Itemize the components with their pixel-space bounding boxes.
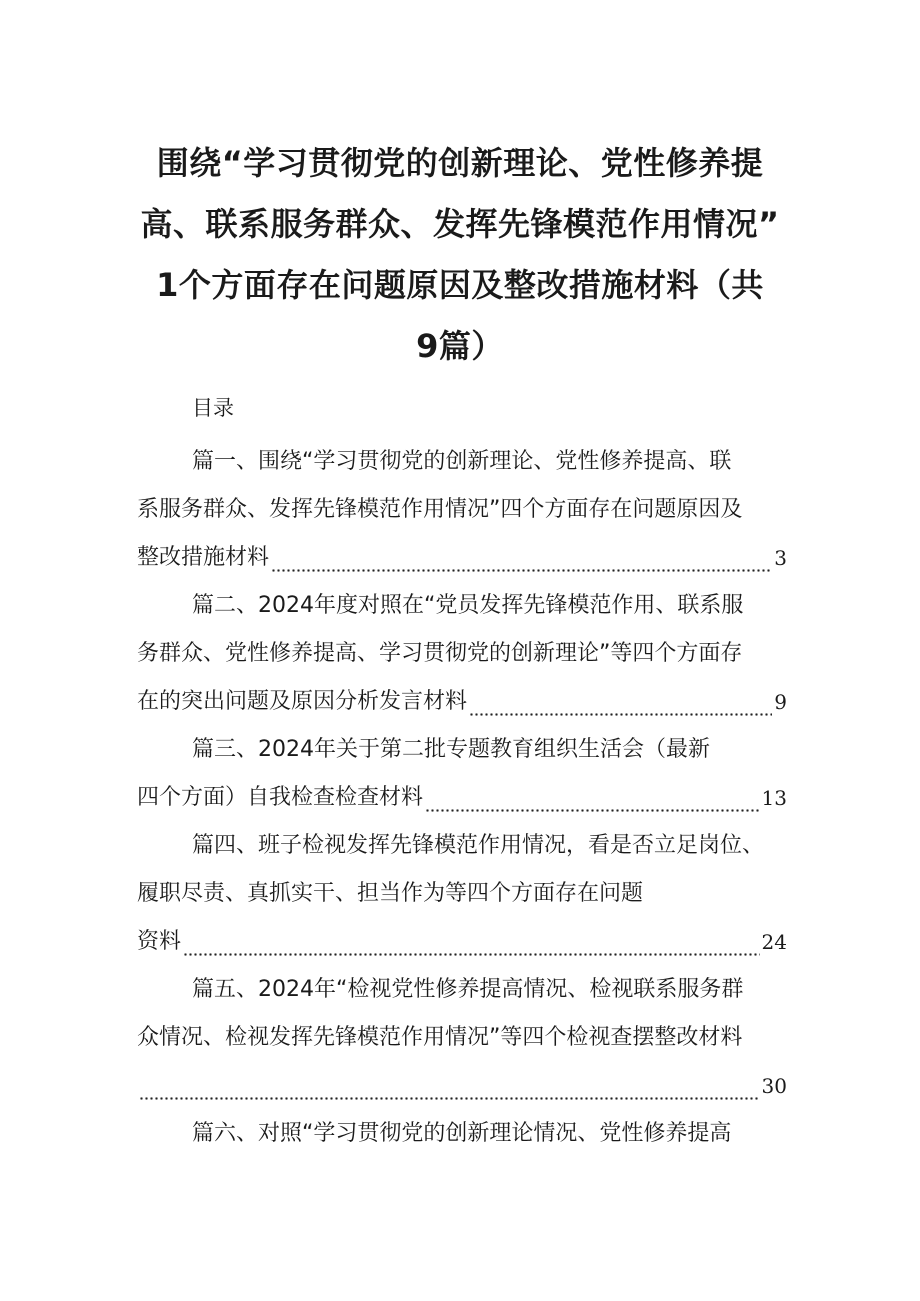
table-of-contents xyxy=(137,438,787,1158)
toc-leader-line xyxy=(137,918,787,966)
toc-entry-line: 篇六、对照“学习贯彻党的创新理论情况、党性修养提高 xyxy=(192,1121,732,1146)
toc-entry-line: 务群众、党性修养提高、学习贯彻党的创新理论”等四个方面存 xyxy=(137,641,743,666)
toc-leader-line xyxy=(137,774,787,822)
dot-leader xyxy=(469,678,772,726)
toc-entry-line: 篇五、2024年“检视党性修养提高情况、检视联系服务群 xyxy=(192,977,744,1002)
toc-entry-2[interactable] xyxy=(137,582,787,726)
toc-entry-line: 篇四、班子检视发挥先锋模范作用情况，看是否立足岗位、 xyxy=(192,833,765,858)
toc-entry-line: 篇二、2024年度对照在“党员发挥先锋模范作用、联系服 xyxy=(192,593,744,618)
title-line-3: 1个方面存在问题原因及整改措施材料（共 xyxy=(156,266,764,304)
toc-heading: 目录 xyxy=(192,396,234,420)
toc-page-number: 30 xyxy=(761,1074,787,1098)
toc-entry-line: 履职尽责、真抓实干、担当作为等四个方面存在问题 xyxy=(137,881,644,906)
toc-page-number: 13 xyxy=(761,786,787,810)
document-title xyxy=(120,133,800,377)
toc-entry-line: 四个方面）自我检查检查材料 xyxy=(137,785,424,810)
title-line-2: 高、联系服务群众、发挥先锋模范作用情况” xyxy=(140,205,780,243)
toc-entry-6[interactable] xyxy=(137,1110,787,1158)
dot-leader xyxy=(139,1062,760,1110)
toc-entry-3[interactable] xyxy=(137,726,787,822)
dot-leader xyxy=(183,918,760,966)
toc-leader-line xyxy=(137,534,787,582)
toc-entry-line: 系服务群众、发挥先锋模范作用情况”四个方面存在问题原因及 xyxy=(137,497,743,522)
toc-entry-5[interactable] xyxy=(137,966,787,1110)
toc-leader-line xyxy=(137,678,787,726)
title-line-1: 围绕“学习贯彻党的创新理论、党性修养提 xyxy=(156,144,764,182)
title-line-4: 9篇） xyxy=(416,327,504,365)
toc-entry-line: 篇三、2024年关于第二批专题教育组织生活会（最新 xyxy=(192,737,710,762)
toc-leader-line xyxy=(137,1062,787,1110)
toc-entry-line: 在的突出问题及原因分析发言材料 xyxy=(137,689,468,714)
toc-entry-line: 篇一、围绕“学习贯彻党的创新理论、党性修养提高、联 xyxy=(192,449,732,474)
toc-page-number: 3 xyxy=(774,546,787,570)
dot-leader xyxy=(425,774,760,822)
toc-entry-line: 整改措施材料 xyxy=(137,545,270,570)
toc-entry-line: 众情况、检视发挥先锋模范作用情况”等四个检视查摆整改材料 xyxy=(137,1025,743,1050)
dot-leader xyxy=(271,534,772,582)
toc-entry-line: 资料 xyxy=(137,929,182,954)
toc-page-number: 9 xyxy=(774,690,787,714)
toc-entry-1[interactable] xyxy=(137,438,787,582)
toc-entry-4[interactable] xyxy=(137,822,787,966)
toc-page-number: 24 xyxy=(761,930,787,954)
